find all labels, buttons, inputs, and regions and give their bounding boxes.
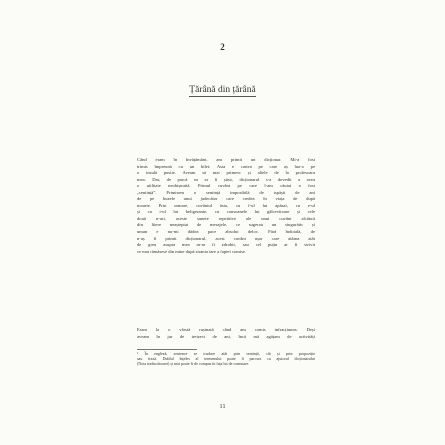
text-line: și cu t-ul lui beligerante, cu consoanele lui gâlcevitoare și cele bbox=[137, 209, 315, 215]
footnotes bbox=[137, 351, 315, 367]
footnote-line: sau frază. Dublul înțeles al termenului poate fi parcurs cu ajutorul dicționarului bbox=[137, 356, 315, 362]
text-line: Eram la o vârstă rușinată când am comis infracțiunea. Deși bbox=[137, 327, 315, 332]
text-line: uman e nu-mi dădea pace absolut deloc. Fără îndoială, de bbox=[137, 229, 315, 235]
body-paragraph-2 bbox=[137, 327, 315, 340]
text-line: o utilitate neobișnuită. Primul cuvânt pe care l-am căutat a fost bbox=[137, 183, 315, 189]
text-line: n-aș fi primit dicționarul, acest cuvânt ușor care atârna atât bbox=[137, 235, 315, 241]
text-line: două n-uri, aceste sunete repetitive ale unui cuvânt alcătuit bbox=[137, 215, 315, 221]
chapter-title-text: Țărână din țărână bbox=[189, 85, 256, 95]
text-line: o insulă pustie. Aveam să mai primesc și altele de la profesoara bbox=[137, 170, 315, 176]
footnote-divider bbox=[137, 349, 197, 350]
text-line: Când eram în învățământ, am primit un dicționar. Mi-a fost bbox=[137, 157, 315, 162]
chapter-number: 2 bbox=[220, 42, 225, 52]
page-number: 11 bbox=[219, 403, 226, 410]
text-line: din litere neașteptat de mesajele, ce sugerau un singurătic și bbox=[137, 222, 315, 228]
text-line: moarte. Prin urmare, cuvântul ăsta, cu f-ul lui apăsat, cu e-ul bbox=[137, 202, 315, 208]
text-line: aveam în jur de treizeci de ani, încă mă agățam de activități bbox=[137, 333, 315, 339]
footnote-line: (Nota traducătoarei) și mai poate fi de compus în fața lui de comutare. bbox=[137, 361, 250, 367]
text-line: de pe buzele unui judecător care credea în viața de după bbox=[137, 196, 315, 202]
body-paragraph-1 bbox=[137, 157, 315, 255]
footnote-line: ¹ În engleză, sentence se traduce atât prin sentință, cât și prin propoziție bbox=[137, 351, 315, 356]
text-line: „sentință”. Primisem o sentință imposibilă de ispășit de ani bbox=[137, 189, 315, 195]
text-line: ce mai rămăsese din mine după strania tare a faptei comise. bbox=[137, 248, 247, 254]
text-line: de greu asupra mea m-ar fi zdrobit, sau cel puțin ar fi strivit bbox=[137, 242, 315, 248]
text-line: mea. Dar, de parcă ea ar fi știut, dicționarul s-a dovedit a avea bbox=[137, 176, 315, 182]
chapter-title bbox=[0, 85, 445, 96]
text-line: trimis împreună cu un bilet: Asta e cartea pe care aș lua-o pe bbox=[137, 163, 315, 169]
